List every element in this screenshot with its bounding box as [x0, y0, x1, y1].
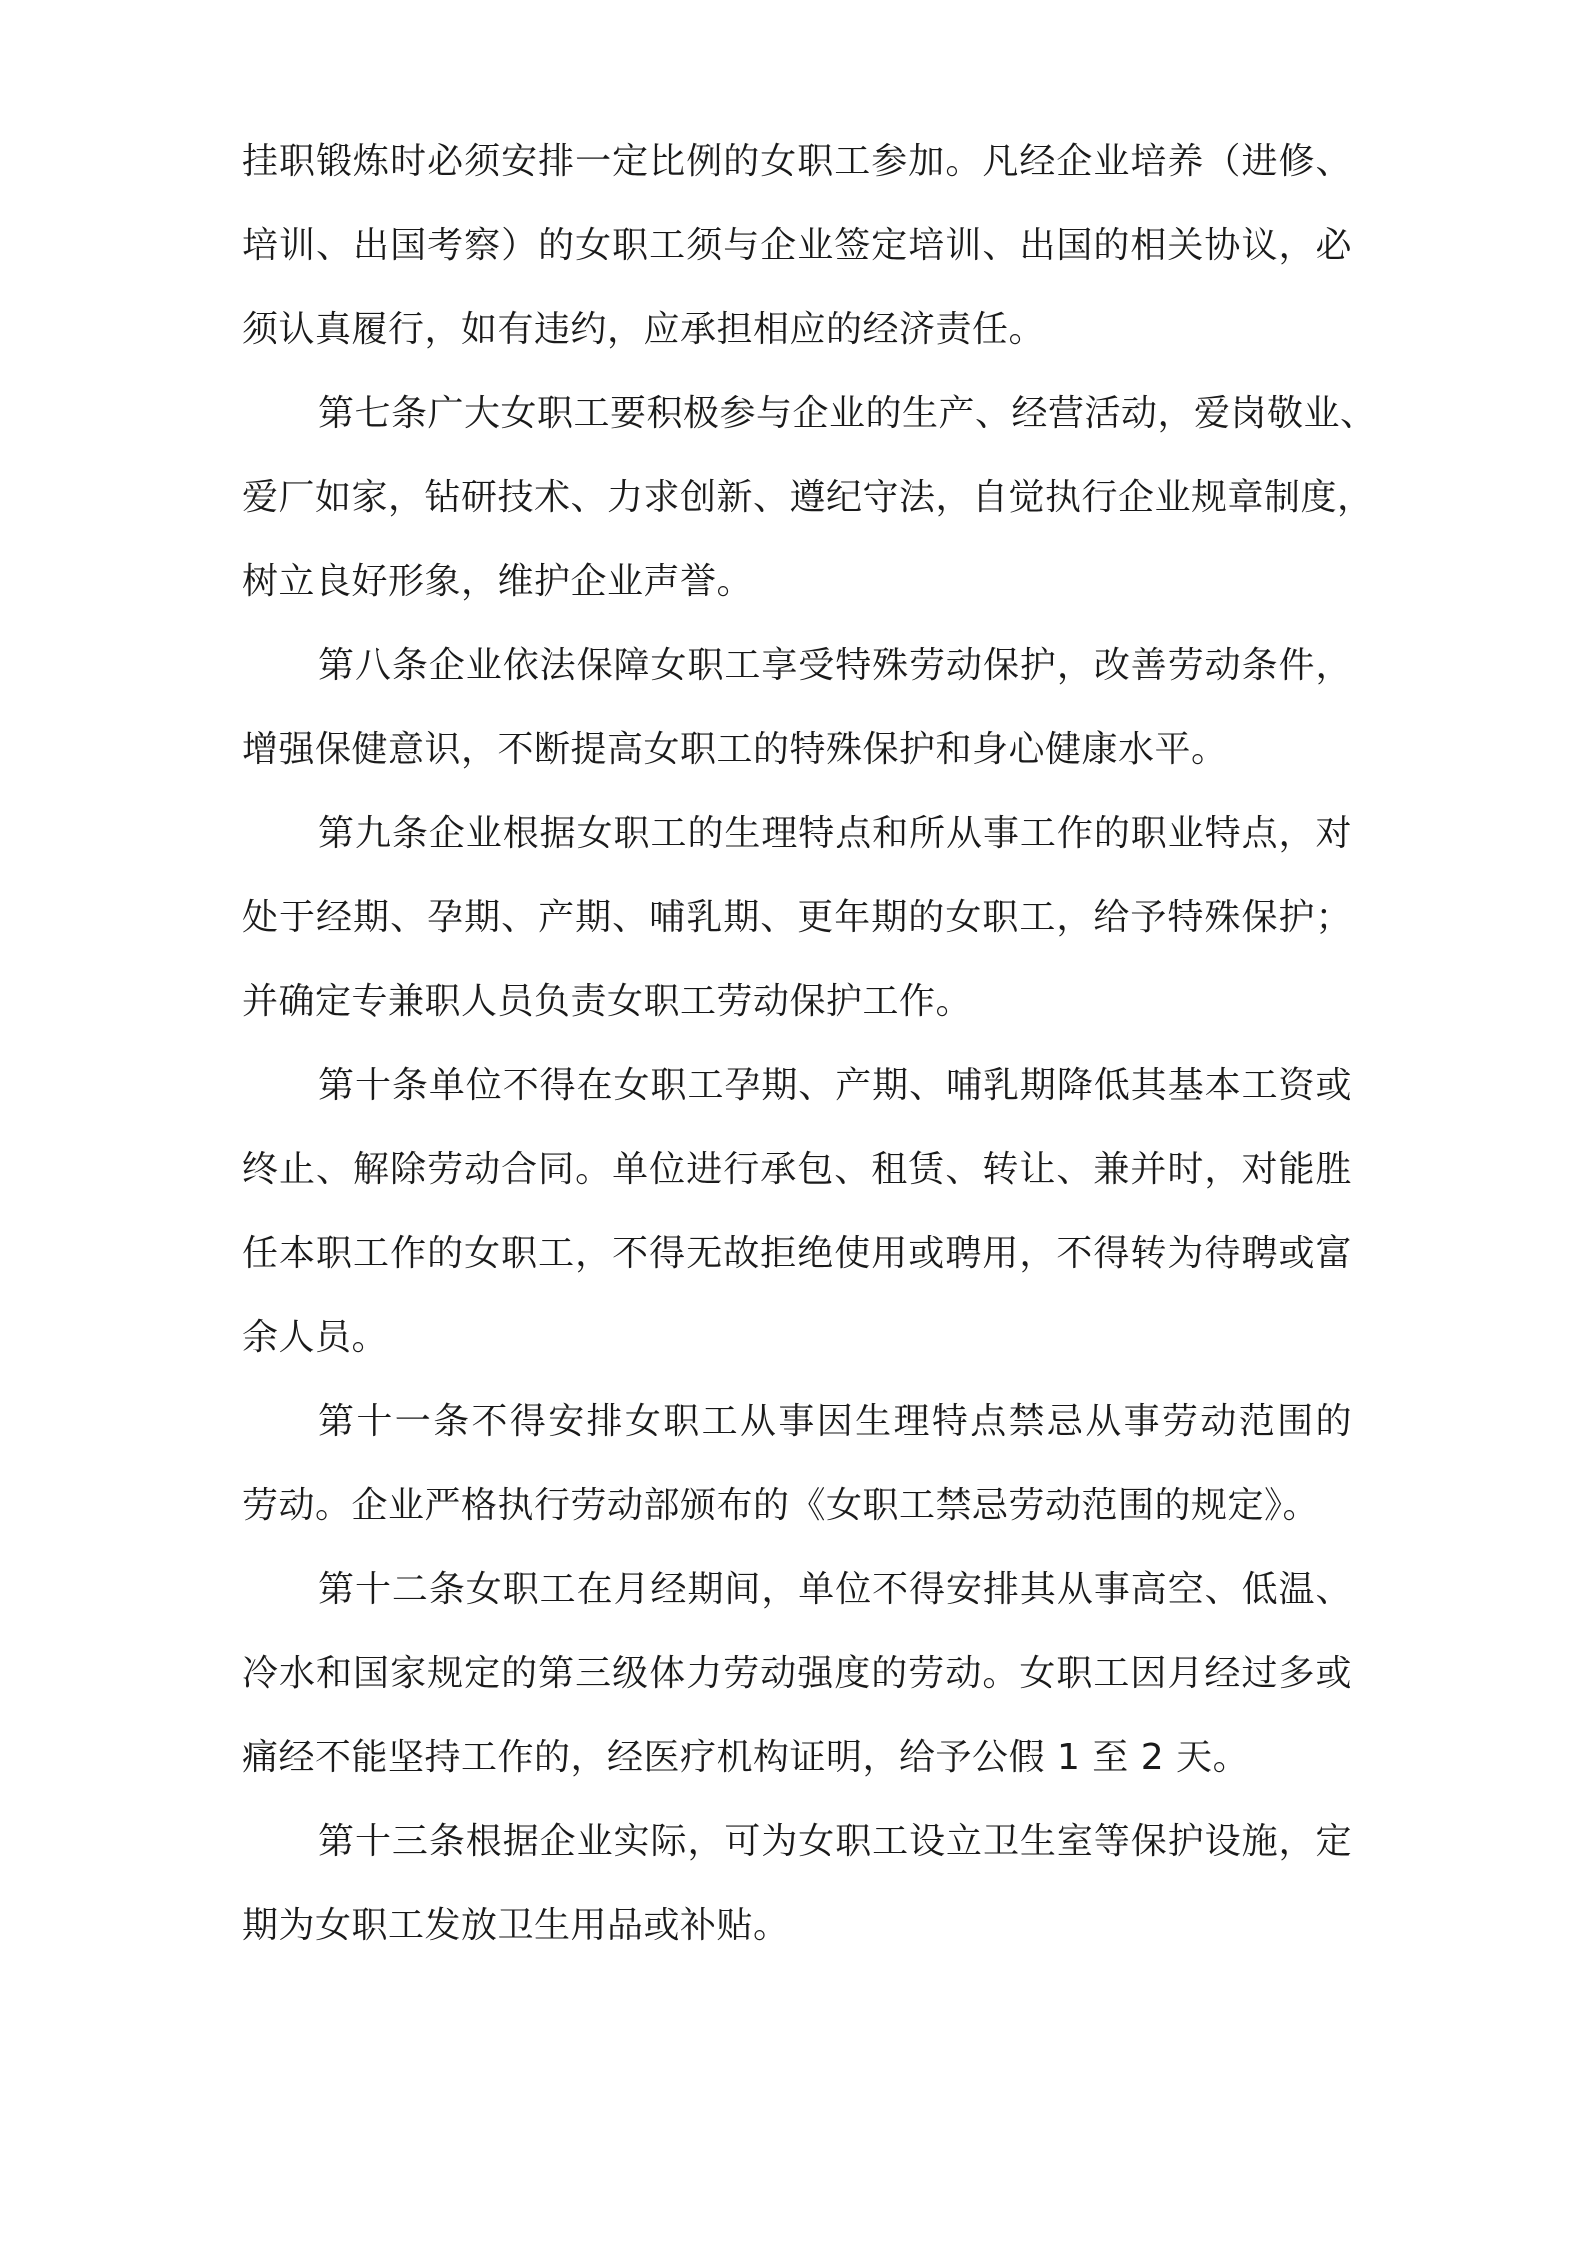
paragraph-first-line-article-10: 第十条单位不得在女职工孕期、产期、哺乳期降低其基本工资或: [318, 1065, 1352, 1106]
text-line: 挂职锻炼时必须安排一定比例的女职工参加。凡经企业培养（进修、: [242, 141, 1352, 182]
text-line: 任本职工作的女职工，不得无故拒绝使用或聘用，不得转为待聘或富: [242, 1233, 1352, 1274]
text-line: 树立良好形象，维护企业声誉。: [242, 561, 754, 602]
paragraph-first-line-article-12: 第十二条女职工在月经期间，单位不得安排其从事高空、低温、: [318, 1569, 1352, 1610]
text-line: 处于经期、孕期、产期、哺乳期、更年期的女职工，给予特殊保护；: [242, 897, 1352, 938]
text-line: 冷水和国家规定的第三级体力劳动强度的劳动。女职工因月经过多或: [242, 1653, 1352, 1694]
paragraph-first-line-article-7: 第七条广大女职工要积极参与企业的生产、经营活动，爱岗敬业、: [318, 393, 1377, 434]
text-line: 期为女职工发放卫生用品或补贴。: [242, 1905, 790, 1946]
text-line: 劳动。企业严格执行劳动部颁布的《女职工禁忌劳动范围的规定》。: [242, 1485, 1320, 1526]
paragraph-first-line-article-8: 第八条企业依法保障女职工享受特殊劳动保护，改善劳动条件，: [318, 645, 1352, 686]
text-line: 增强保健意识，不断提高女职工的特殊保护和身心健康水平。: [242, 729, 1228, 770]
text-line: 爱厂如家，钻研技术、力求创新、遵纪守法，自觉执行企业规章制度，: [242, 477, 1374, 518]
paragraph-first-line-article-9: 第九条企业根据女职工的生理特点和所从事工作的职业特点，对: [318, 813, 1352, 854]
text-line: 培训、出国考察）的女职工须与企业签定培训、出国的相关协议，必: [242, 225, 1352, 266]
text-line: 须认真履行，如有违约，应承担相应的经济责任。: [242, 309, 1046, 350]
paragraph-first-line-article-13: 第十三条根据企业实际，可为女职工设立卫生室等保护设施，定: [318, 1821, 1352, 1862]
text-line: 并确定专兼职人员负责女职工劳动保护工作。: [242, 981, 973, 1022]
text-line: 痛经不能坚持工作的，经医疗机构证明，给予公假 1 至 2 天。: [242, 1737, 1250, 1778]
text-line: 终止、解除劳动合同。单位进行承包、租赁、转让、兼并时，对能胜: [242, 1149, 1352, 1190]
text-line: 余人员。: [242, 1317, 389, 1358]
paragraph-first-line-article-11: 第十一条不得安排女职工从事因生理特点禁忌从事劳动范围的: [318, 1401, 1352, 1442]
